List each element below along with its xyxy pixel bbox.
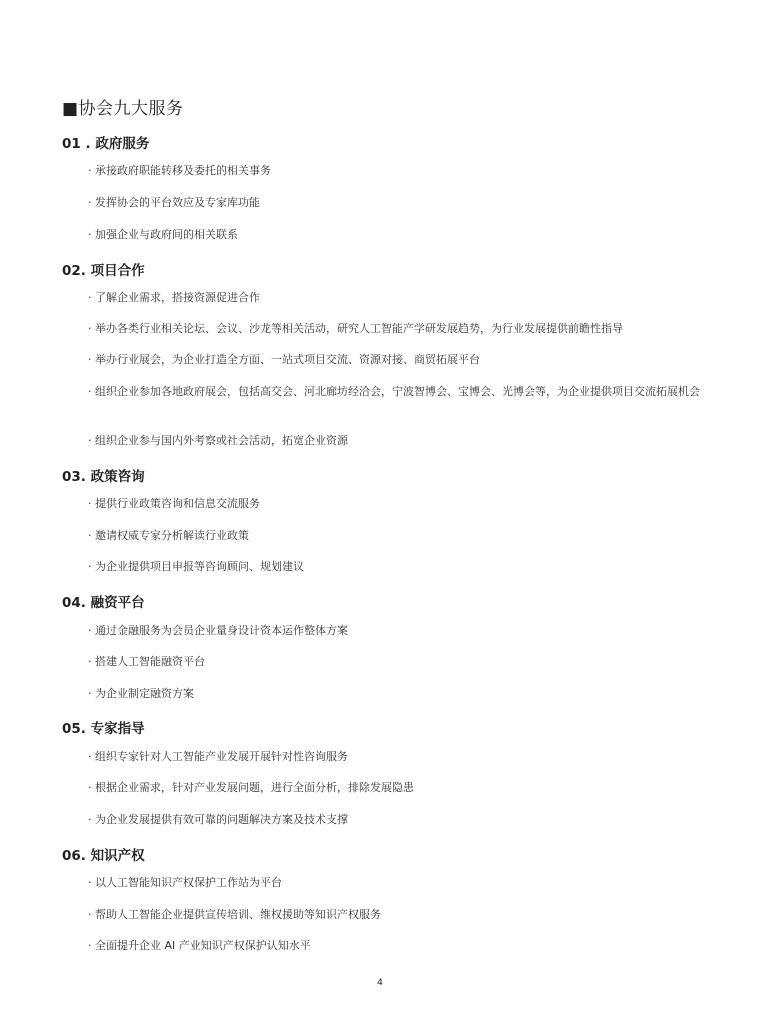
list-item: · 组织企业参与国内外考察或社会活动，拓宽企业资源	[88, 434, 348, 447]
list-item: · 以人工智能知识产权保护工作站为平台	[88, 876, 282, 889]
section-title-04: 04. 融资平台	[62, 595, 145, 611]
list-item: · 通过金融服务为会员企业量身设计资本运作整体方案	[88, 624, 348, 637]
list-item: · 发挥协会的平台效应及专家库功能	[88, 196, 260, 209]
list-item: · 全面提升企业 AI 产业知识产权保护认知水平	[88, 939, 311, 952]
list-item: · 举办行业展会，为企业打造全方面、一站式项目交流、资源对接、商贸拓展平台	[88, 353, 480, 366]
list-item: · 组织企业参加各地政府展会，包括高交会、河北廊坊经洽会，宁波智博会、宝博会、光博会等，为企业提供项目交流拓展机会	[88, 385, 700, 398]
list-item: · 加强企业与政府间的相关联系	[88, 228, 238, 241]
page-title: ■协会九大服务	[62, 99, 184, 119]
list-item: · 为企业发展提供有效可靠的问题解决方案及技术支撑	[88, 813, 348, 826]
section-title-06: 06. 知识产权	[62, 848, 145, 864]
page-number: 4	[377, 978, 383, 988]
list-item: · 为企业提供项目申报等咨询顾问、规划建议	[88, 560, 304, 573]
list-item: · 承接政府职能转移及委托的相关事务	[88, 164, 271, 177]
list-item: · 邀请权威专家分析解读行业政策	[88, 529, 249, 542]
list-item: · 为企业制定融资方案	[88, 687, 194, 700]
list-item: · 举办各类行业相关论坛、会议、沙龙等相关活动，研究人工智能产学研发展趋势，为行业发展提供前瞻性指导	[88, 322, 623, 335]
list-item: · 帮助人工智能企业提供宣传培训、维权援助等知识产权服务	[88, 908, 381, 921]
section-title-01: 01 . 政府服务	[62, 136, 150, 152]
section-title-02: 02. 项目合作	[62, 263, 145, 279]
section-title-05: 05. 专家指导	[62, 721, 145, 737]
list-item: · 提供行业政策咨询和信息交流服务	[88, 497, 260, 510]
list-item: · 组织专家针对人工智能产业发展开展针对性咨询服务	[88, 750, 348, 763]
list-item: · 搭建人工智能融资平台	[88, 655, 205, 668]
list-item: · 根据企业需求，针对产业发展问题，进行全面分析，排除发展隐患	[88, 781, 414, 794]
list-item: · 了解企业需求，搭接资源促进合作	[88, 291, 260, 304]
section-title-03: 03. 政策咨询	[62, 469, 145, 485]
